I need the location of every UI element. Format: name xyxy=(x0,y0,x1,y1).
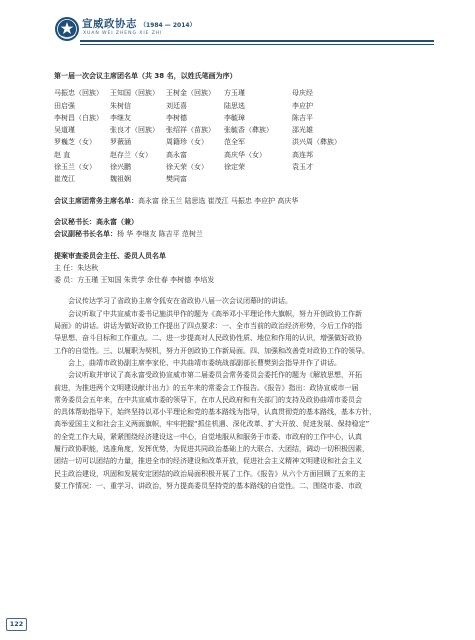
presidium-member: 王知国（回族） xyxy=(110,89,159,98)
body-line: 团结一切可以团结的力量，推进全市的经济建设和改革开放，促进社会主义精神文明建设和社会主义 xyxy=(54,457,362,466)
presidium-member: 周籍珍（女） xyxy=(166,138,208,147)
deputy-secretaries xyxy=(54,228,434,240)
presidium-member: 范全军 xyxy=(224,138,245,147)
book-title xyxy=(82,16,196,31)
presidium-member: 徐玉兰（女） xyxy=(54,163,96,172)
presidium-member: 马振忠（回族） xyxy=(54,89,103,98)
body-line: 的具体帮助指导下，始终坚持以邓小平理论和党的基本路线为指导，认真贯彻党的基本路线，基本方针， xyxy=(54,408,376,417)
presidium-member: 洪兴周（彝族） xyxy=(292,138,341,147)
presidium-member: 赵存兰（女） xyxy=(110,150,152,159)
presidium-member: 邵光雄 xyxy=(292,126,313,135)
body-text xyxy=(54,295,434,492)
standing-chairs-label: 会议主席团常务主席名单： xyxy=(54,196,138,205)
body-line: 导思想、奋斗目标和工作重点。二、进一步提高对人民政协性质、地位和作用的认识，增强做好政协 xyxy=(54,334,362,343)
body-line: 工作的自觉性。三、以履职为契机，努力开创政协工作新局面。四、加强和改善党对政协工作的领导。 xyxy=(54,346,369,355)
committee-director xyxy=(54,262,434,274)
body-line: 高举爱国主义和社会主义两面旗帜，牢牢把握“抓住机遇、深化改革、扩大开放、促进发展、保持稳定” xyxy=(54,420,370,429)
presidium-member: 徐兴鹏 xyxy=(110,163,131,172)
presidium-member: 罗薇涵 xyxy=(110,138,131,147)
header-rule-thin xyxy=(80,44,434,45)
committee-heading: 提案审查委员会主任、委员人员名单 xyxy=(54,251,166,260)
body-line: 会议传达学习了省政协主席令狐安在省政协八届一次会议闭幕时的讲话。 xyxy=(68,297,292,306)
presidium-member: 李树昌（白族） xyxy=(54,113,103,122)
committee-members xyxy=(54,274,434,286)
standing-chairs-names: 高永富 徐玉兰 陆思选 崔茂江 马振忠 李应护 高庆华 xyxy=(138,196,299,205)
secretary-general-label: 会议秘书长： xyxy=(54,217,96,226)
page-number-box xyxy=(6,618,27,631)
deputy-secretaries-names: 杨 华 李继友 陈吉平 范树兰 xyxy=(117,230,203,239)
presidium-member: 张良才（回族） xyxy=(110,126,159,135)
presidium-member: 刘廷喜 xyxy=(166,101,187,110)
presidium-member: 张绍祥（苗族） xyxy=(166,126,215,135)
presidium-member: 李树德 xyxy=(166,113,187,122)
presidium-member: 樊同富 xyxy=(166,175,187,184)
cppcc-emblem-icon xyxy=(54,16,80,42)
committee-members-names: 方玉瑾 王知国 朱贵学 余仕春 李树德 李培发 xyxy=(77,276,215,285)
page-number: 122 xyxy=(9,620,24,628)
body-line: 常务委员会五年来，在中共宣威市委的领导下，在市人民政府和有关部门的支持及政协曲靖市委员会 xyxy=(54,395,362,404)
book-subtitle: XUAN WEI ZHENG XIE ZHI xyxy=(83,31,163,36)
standing-chairs xyxy=(54,195,434,207)
body-line: 的全党工作大局，紧紧围绕经济建设这一中心，自觉地服从和服务于市委、市政府的工作中心，认真 xyxy=(54,432,362,441)
presidium-member: 王树金（回族） xyxy=(166,89,215,98)
presidium-member: 徐天荣（女） xyxy=(166,163,208,172)
header-rule-thick xyxy=(80,40,434,42)
body-line: 要工作情况：一、重学习、讲政治，努力提高委员坚持党的基本路线的自觉性。二、围绕市委、市政 xyxy=(54,481,362,490)
presidium-member: 朱树信 xyxy=(110,101,131,110)
presidium-member: 田启强 xyxy=(54,101,75,110)
presidium-member: 陆思选 xyxy=(224,101,245,110)
presidium-name-list xyxy=(54,87,434,185)
presidium-member: 陈吉平 xyxy=(292,113,313,122)
book-years: （1984 — 2014） xyxy=(140,22,196,29)
committee-director-label: 主 任： xyxy=(54,263,78,272)
presidium-member: 徐定荣 xyxy=(224,163,245,172)
book-title-text: 宣威政协志 xyxy=(82,18,137,30)
presidium-member: 袁玉才 xyxy=(292,163,313,172)
committee-director-name: 朱达秋 xyxy=(77,263,99,272)
presidium-member: 李应护 xyxy=(292,101,313,110)
presidium-member: 高连邦 xyxy=(292,150,313,159)
presidium-member: 崔茂江 xyxy=(54,175,75,184)
body-line: 民主政治建设，巩固和发展安定团结的政治局面积极开展了工作。《报告》从六个方面回顾了五来的主 xyxy=(54,469,366,478)
body-line: 会议听取并审议了高永富受政协宣威市第二届委员会常务委员会委托作的题为《解放思想，开拓 xyxy=(68,371,362,380)
presidium-member: 李毓璋 xyxy=(224,113,245,122)
secretary-general-name: 高永富（兼） xyxy=(96,217,138,226)
page-content xyxy=(54,70,434,492)
presidium-heading: 第一届一次会议主席团名单（共 38 名，以姓氏笔画为序） xyxy=(54,72,237,80)
body-line: 履行政协职能，选准角度，发挥优势，为促进共同政治基础上的大联合、大团结，调动一切积极因素， xyxy=(54,445,369,454)
presidium-member: 母庆经 xyxy=(292,89,313,98)
presidium-member: 张毓香（彝族） xyxy=(224,126,273,135)
committee-members-label: 委 员： xyxy=(54,276,78,285)
body-line: 会上，曲靖市政协副主席李家伦、中共曲靖市委统战部副部长曹樊到会指导并作了讲话。 xyxy=(68,358,341,367)
body-line: 会议听取了中共宣威市委书记施洪甲作的题为《高举邓小平理论伟大旗帜，努力开创政协工作新 xyxy=(68,309,362,318)
presidium-member: 魏祖娴 xyxy=(110,175,131,184)
presidium-member: 方玉瑾 xyxy=(224,89,245,98)
presidium-member: 罗巍芝（女） xyxy=(54,138,96,147)
presidium-member: 高庆华（女） xyxy=(224,150,266,159)
presidium-member: 赵 直 xyxy=(54,150,71,159)
page-header xyxy=(54,14,434,54)
deputy-secretaries-label: 会议副秘书长名单： xyxy=(54,230,117,239)
secretary-general xyxy=(54,216,434,228)
presidium-member: 李继友 xyxy=(110,113,131,122)
presidium-member: 吴道瑾 xyxy=(54,126,75,135)
presidium-member: 高永富 xyxy=(166,150,187,159)
body-line: 前进，为推进两个文明建设献计出力》的五年来的常委会工作报告。《报告》指出：政协宣威市一届 xyxy=(54,383,359,392)
body-line: 局面》的讲话。讲话为做好政协工作提出了四点要求：一、全市当前的政治经济形势，今后工作的指 xyxy=(54,322,362,331)
